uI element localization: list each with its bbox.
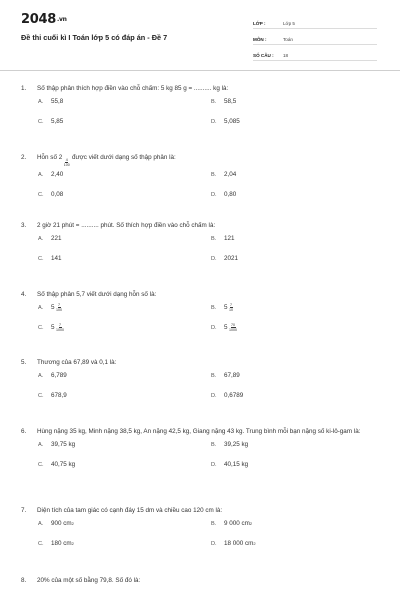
question-stem: [21, 358, 381, 368]
option-b[interactable]: B. 39,25 kg: [211, 441, 249, 448]
option-b[interactable]: B. 2,04: [211, 171, 237, 178]
question-stem: [21, 221, 381, 231]
option-d[interactable]: D. 5,085: [211, 118, 240, 125]
question-stem: [21, 290, 381, 300]
question-number: 3.: [21, 222, 27, 229]
question-text: Thương của 67,89 và 0,1 là:: [37, 359, 117, 366]
question-8: [21, 576, 381, 586]
answer-options: [21, 300, 381, 348]
question-text: 20% của một số bằng 79,8. Số đó là:: [37, 577, 141, 584]
option-d[interactable]: D. 0,80: [211, 191, 237, 198]
question-number: 7.: [21, 507, 27, 514]
question-number: 4.: [21, 291, 27, 298]
option-a[interactable]: A. 221: [38, 235, 62, 242]
question-number: 2.: [21, 154, 27, 161]
answer-options: [21, 167, 381, 215]
question-text: Số thập phân 5,7 viết dưới dạng hỗn số là:: [37, 291, 157, 298]
meta-label: SỐ CÂU :: [253, 53, 274, 58]
answer-options: [21, 437, 381, 485]
meta-subject-row: [253, 31, 377, 45]
option-b[interactable]: B. 9 000 cm 2: [211, 520, 253, 527]
option-d[interactable]: D. 18 000 cm 2: [211, 540, 256, 547]
question-text: Số thập phân thích hợp điền vào chỗ chấm: 5 kg 85 g = .......... kg là:: [37, 85, 229, 92]
option-b[interactable]: B. 121: [211, 235, 235, 242]
question-5: [21, 358, 381, 416]
question-stem: [21, 153, 381, 167]
meta-value: Lớp 5: [283, 21, 295, 26]
option-a[interactable]: A. 39,75 kg: [38, 441, 76, 448]
question-text: Diện tích của tam giác có cạnh đáy 15 dm và chiều cao 120 cm là:: [37, 507, 223, 514]
question-text: Hùng nặng 35 kg, Minh nặng 38,5 kg, An nặng 42,5 kg, Giang nặng 43 kg. Trung bình mỗi bạn nặng số ki-lô-gam là:: [37, 428, 361, 435]
question-3: [21, 221, 381, 279]
question-6: [21, 427, 381, 485]
question-1: [21, 84, 381, 142]
option-a[interactable]: A. 5 $\frac{7}{100}$: [38, 303, 63, 312]
option-d[interactable]: D. 2021: [211, 255, 239, 262]
option-d[interactable]: D. 40,15 kg: [211, 461, 249, 468]
option-a[interactable]: A. 55,8: [38, 98, 64, 105]
option-c[interactable]: C. 180 cm 2: [38, 540, 74, 547]
question-number: 1.: [21, 85, 27, 92]
question-stem: [21, 84, 381, 94]
option-c[interactable]: C. 5 $\frac{7}{1000}$: [38, 323, 65, 332]
answer-options: [21, 516, 381, 564]
option-b[interactable]: B. 58,5: [211, 98, 237, 105]
question-number: 8.: [21, 577, 27, 584]
option-c[interactable]: C. 5,85: [38, 118, 64, 125]
option-b[interactable]: B. 67,89: [211, 372, 240, 379]
meta-value: 18: [283, 53, 289, 58]
meta-class-row: [253, 15, 377, 29]
option-c[interactable]: C. 678,9: [38, 392, 67, 399]
mixed-number-fraction: $\frac{4}{100}$: [63, 158, 70, 167]
meta-label: MÔN :: [253, 37, 267, 42]
option-d[interactable]: D. 0,6789: [211, 392, 244, 399]
question-text: Hỗn số 2 $\frac{4}{100}$ được viết dưới dạng số thập phân là:: [37, 154, 176, 167]
exam-title: Đề thi cuối kì I Toán lớp 5 có đáp án - Đề 7: [21, 33, 168, 42]
header-divider: [0, 70, 400, 71]
meta-count-row: [253, 47, 377, 61]
option-a[interactable]: A. 900 cm 2: [38, 520, 74, 527]
question-7: [21, 506, 381, 564]
page-header: [0, 0, 400, 62]
question-text: 2 giờ 21 phút = .......... phút. Số thích hợp điền vào chỗ chấm là:: [37, 222, 216, 229]
option-a[interactable]: A. 6,789: [38, 372, 67, 379]
site-logo[interactable]: 2048.vn: [21, 12, 67, 27]
question-2: [21, 153, 381, 215]
question-stem: [21, 576, 381, 586]
question-stem: [21, 506, 381, 516]
question-number: 6.: [21, 428, 27, 435]
question-stem: [21, 427, 381, 437]
meta-label: LỚP :: [253, 21, 266, 26]
option-c[interactable]: C. 141: [38, 255, 62, 262]
meta-value: Toán: [283, 37, 293, 42]
answer-options: [21, 94, 381, 142]
question-4: [21, 290, 381, 348]
exam-meta: [253, 15, 377, 63]
option-b[interactable]: B. 5 $\frac{7}{10}$: [211, 303, 234, 312]
option-a[interactable]: A. 2,40: [38, 171, 64, 178]
question-number: 5.: [21, 359, 27, 366]
option-c[interactable]: C. 0,08: [38, 191, 64, 198]
option-c[interactable]: C. 40,75 kg: [38, 461, 76, 468]
option-d[interactable]: D. 5 $\frac{70}{1000}$: [211, 323, 238, 332]
answer-options: [21, 368, 381, 416]
answer-options: [21, 231, 381, 279]
